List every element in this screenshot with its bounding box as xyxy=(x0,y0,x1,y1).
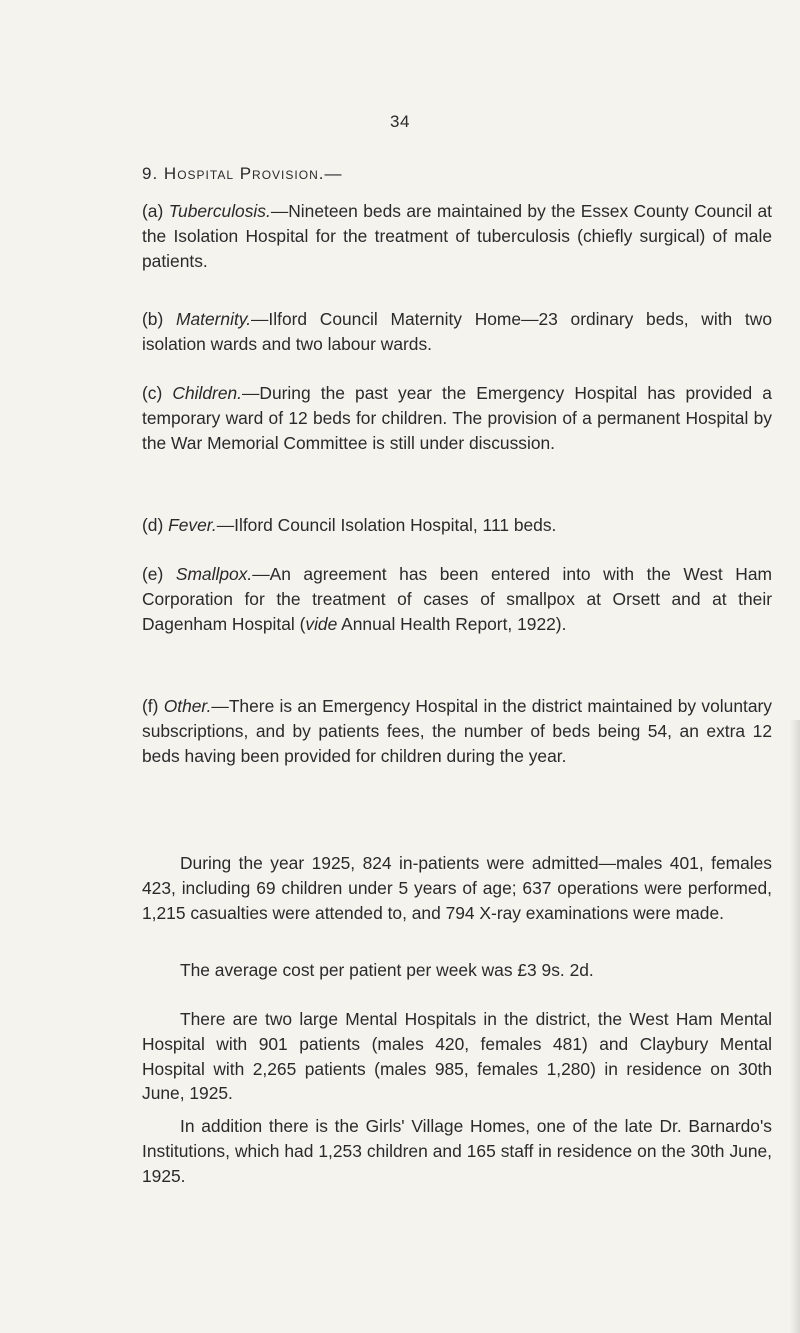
item-marker: (b) xyxy=(142,309,164,330)
page-edge-shadow xyxy=(790,720,800,1333)
item-label: Other. xyxy=(163,696,212,717)
section-title: Hospital Provision.— xyxy=(163,164,343,183)
item-label: Fever. xyxy=(168,515,217,536)
paragraph-village-homes: In addition there is the Girls' Village Homes, one of the late Dr. Barnardo's Institutions, which had 1,253 children and 165 staff in residence on the 30th June, 1925. xyxy=(142,1116,772,1186)
item-text: —An agreement has been entered into with the West Ham Corporation for the treatment of cases of smallpox at Orsett and at their Dagenham Hospital ( xyxy=(142,564,772,634)
item-text: —Nineteen beds are maintained by the Essex County Council at the Isolation Hospital for the treatment of tuberculosis (chiefly surgical) of male patients. xyxy=(142,201,772,271)
item-label: Maternity. xyxy=(175,309,252,330)
paragraph-fever xyxy=(142,513,772,538)
page-number: 34 xyxy=(390,112,410,131)
item-marker: (e) xyxy=(142,564,164,585)
item-text: —Ilford Council Maternity Home—23 ordinary beds, with two isolation wards and two labour wards. xyxy=(142,309,772,354)
paragraph-children xyxy=(142,381,772,455)
item-marker: (d) xyxy=(142,515,164,536)
section-number: 9. xyxy=(142,164,159,183)
paragraph-admissions: During the year 1925, 824 in-patients were admitted—males 401, females 423, including 69 children under 5 years of age; 637 operations were performed, 1,215 casualties were attended to, and 794 X-ray examinations were made. xyxy=(142,853,772,923)
item-text-after: Annual Health Report, 1922). xyxy=(337,613,567,634)
item-marker: (a) xyxy=(142,201,164,222)
item-text: —There is an Emergency Hospital in the district maintained by voluntary subscriptions, and by patients fees, the number of beds being 54, an extra 12 beds having been provided for children during the year. xyxy=(142,696,772,766)
paragraph-cost: The average cost per patient per week was £3 9s. 2d. xyxy=(180,960,594,981)
paragraph-other xyxy=(142,694,772,768)
item-text: —During the past year the Emergency Hospital has provided a temporary ward of 12 beds for children. The provision of a permanent Hospital by the War Memorial Committee is still under discussion. xyxy=(142,383,772,453)
paragraph-mental-hospitals: There are two large Mental Hospitals in the district, the West Ham Mental Hospital with 901 patients (males 420, females 481) and Claybury Mental Hospital with 2,265 patients (males 985, females 1,280) in residence on 30th June, 1925. xyxy=(142,1009,772,1104)
item-label: Children. xyxy=(172,383,243,404)
item-marker: (f) xyxy=(142,696,159,717)
paragraph-smallpox xyxy=(142,562,772,636)
item-vide: vide xyxy=(305,613,338,634)
paragraph-tuberculosis xyxy=(142,199,772,273)
item-label: Tuberculosis. xyxy=(168,201,271,222)
item-marker: (c) xyxy=(142,383,163,404)
item-label: Smallpox. xyxy=(175,564,253,585)
item-text: —Ilford Council Isolation Hospital, 111 beds. xyxy=(216,515,557,536)
paragraph-maternity xyxy=(142,307,772,356)
section-heading xyxy=(142,164,342,184)
